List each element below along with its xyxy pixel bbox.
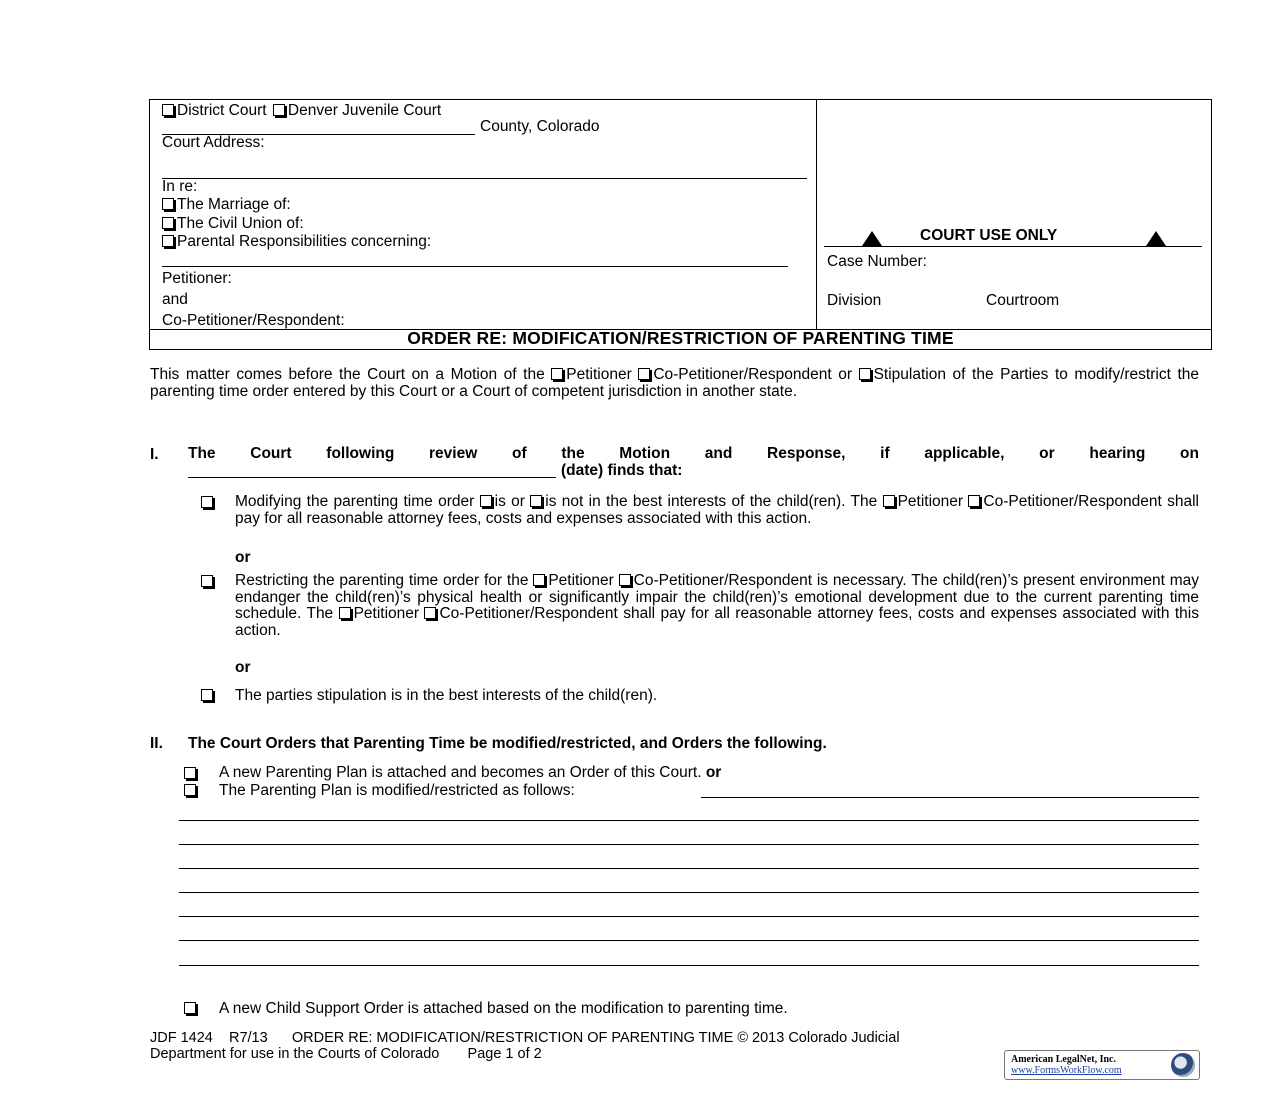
fill-line-2[interactable] [179, 844, 1199, 845]
child-support-label: A new Child Support Order is attached based on the modification to parenting time. [219, 1000, 788, 1017]
district-court-label: District Court [177, 102, 267, 119]
parental-line [162, 233, 431, 251]
logo-name: American LegalNet, Inc. [1011, 1054, 1116, 1065]
district-court-checkbox[interactable] [162, 104, 174, 116]
option-restrict-checkbox[interactable] [201, 575, 213, 587]
and-label: and [162, 291, 188, 308]
opt2-co-petitioner2-checkbox[interactable] [424, 607, 436, 619]
is-not-checkbox[interactable] [530, 495, 542, 507]
option-modify-checkbox[interactable] [201, 496, 213, 508]
county-label: County, Colorado [480, 118, 600, 135]
parental-label: Parental Responsibilities concerning: [177, 233, 432, 250]
new-plan-checkbox[interactable] [184, 767, 196, 779]
fill-line-7[interactable] [179, 965, 1199, 966]
opt2-co-petitioner-checkbox[interactable] [619, 574, 631, 586]
or-label-2: or [235, 659, 251, 676]
marriage-checkbox[interactable] [162, 198, 174, 210]
new-plan-line [219, 764, 721, 782]
intro-stipulation-checkbox[interactable] [859, 368, 871, 380]
civil-union-checkbox[interactable] [162, 217, 174, 229]
globe-icon [1171, 1053, 1195, 1077]
fill-line-6[interactable] [179, 940, 1199, 941]
option-stipulation-checkbox[interactable] [201, 689, 213, 701]
intro-paragraph: This matter comes before the Court on a Motion of the Petitioner Co-Petitioner/Respondent or Stipulation of the Parties to modify/restrict the parenting time order entered by this Court or a Court of competent jurisdiction in another state. [150, 366, 1199, 400]
caption-divider [816, 100, 817, 329]
civil-union-label: The Civil Union of: [177, 215, 304, 232]
court-use-only-label: COURT USE ONLY [920, 227, 1058, 244]
courtroom-label: Courtroom [986, 292, 1060, 309]
child-support-checkbox[interactable] [184, 1002, 196, 1014]
opt2-petitioner-checkbox[interactable] [533, 574, 545, 586]
section-1-number: I. [150, 446, 159, 463]
parties-blank[interactable] [162, 266, 788, 267]
opt1-co-petitioner-checkbox[interactable] [968, 495, 980, 507]
footer-line-2: Department for use in the Courts of Colorado Page 1 of 2 [150, 1046, 542, 1062]
fill-line-3[interactable] [179, 868, 1199, 869]
opt2-petitioner2-checkbox[interactable] [339, 607, 351, 619]
footer-line-1: JDF 1424 R7/13 ORDER RE: MODIFICATION/RESTRICTION OF PARENTING TIME © 2013 Colorado Judicial [150, 1030, 900, 1046]
option-restrict-text: Restricting the parenting time order for the Petitioner Co-Petitioner/Respondent is necessary. The child(ren)’s present environment may endanger the child(ren)’s physical health or significantly impair the child(ren)’s emotional development due to the current parenting time schedule. The Petitioner Co-Petitioner/Respondent shall pay for all reasonable attorney fees, costs and expenses associated with this action. [235, 572, 1200, 639]
or-label-1: or [235, 549, 251, 566]
plan-modified-label: The Parenting Plan is modified/restricted as follows: [219, 782, 575, 799]
triangle-left-icon [862, 231, 882, 246]
date-finds-label: (date) finds that: [561, 462, 683, 479]
in-re-label: In re: [162, 178, 198, 195]
section-2-heading: The Court Orders that Parenting Time be modified/restricted, and Orders the following. [188, 735, 827, 752]
new-plan-label: A new Parenting Plan is attached and becomes an Order of this Court. [219, 764, 702, 781]
parental-checkbox[interactable] [162, 235, 174, 247]
fill-line-4[interactable] [179, 892, 1199, 893]
section-1-heading: The Court following review of the Motion and Response, if applicable, or hearing on [188, 445, 1199, 462]
co-petitioner-label: Co-Petitioner/Respondent: [162, 312, 345, 329]
hearing-date-blank[interactable] [188, 477, 556, 478]
court-line [162, 102, 441, 120]
marriage-label: The Marriage of: [177, 196, 291, 213]
address-rule [162, 178, 807, 179]
new-plan-or: or [705, 764, 722, 781]
is-checkbox[interactable] [480, 495, 492, 507]
legalnet-logo[interactable] [1004, 1050, 1200, 1080]
denver-juvenile-label: Denver Juvenile Court [287, 102, 442, 119]
intro-petitioner-checkbox[interactable] [551, 368, 563, 380]
case-number-label: Case Number: [827, 253, 927, 270]
plan-modified-blank[interactable] [701, 797, 1199, 798]
court-address-label: Court Address: [162, 134, 265, 151]
court-use-rule [824, 246, 1202, 247]
intro-co-petitioner-checkbox[interactable] [638, 368, 650, 380]
civil-union-line [162, 215, 304, 233]
fill-line-5[interactable] [179, 916, 1199, 917]
logo-url[interactable]: www.FormsWorkFlow.com [1011, 1065, 1122, 1076]
plan-modified-checkbox[interactable] [184, 784, 196, 796]
opt1-petitioner-checkbox[interactable] [883, 495, 895, 507]
fill-line-1[interactable] [179, 820, 1199, 821]
form-title: ORDER RE: MODIFICATION/RESTRICTION OF PARENTING TIME [149, 328, 1212, 350]
option-stipulation-text: The parties stipulation is in the best interests of the child(ren). [235, 687, 658, 704]
triangle-right-icon [1146, 231, 1166, 246]
petitioner-label: Petitioner: [162, 270, 232, 287]
option-modify-text: Modifying the parenting time order is or is not in the best interests of the child(ren). The Petitioner Co-Petitioner/Respondent shall pay for all reasonable attorney fees, costs and expenses associated with this action. [235, 493, 1199, 527]
marriage-line [162, 196, 291, 214]
section-2-number: II. [150, 735, 163, 752]
caption-box [149, 99, 1212, 330]
denver-juvenile-checkbox[interactable] [273, 104, 285, 116]
division-label: Division [827, 292, 882, 309]
